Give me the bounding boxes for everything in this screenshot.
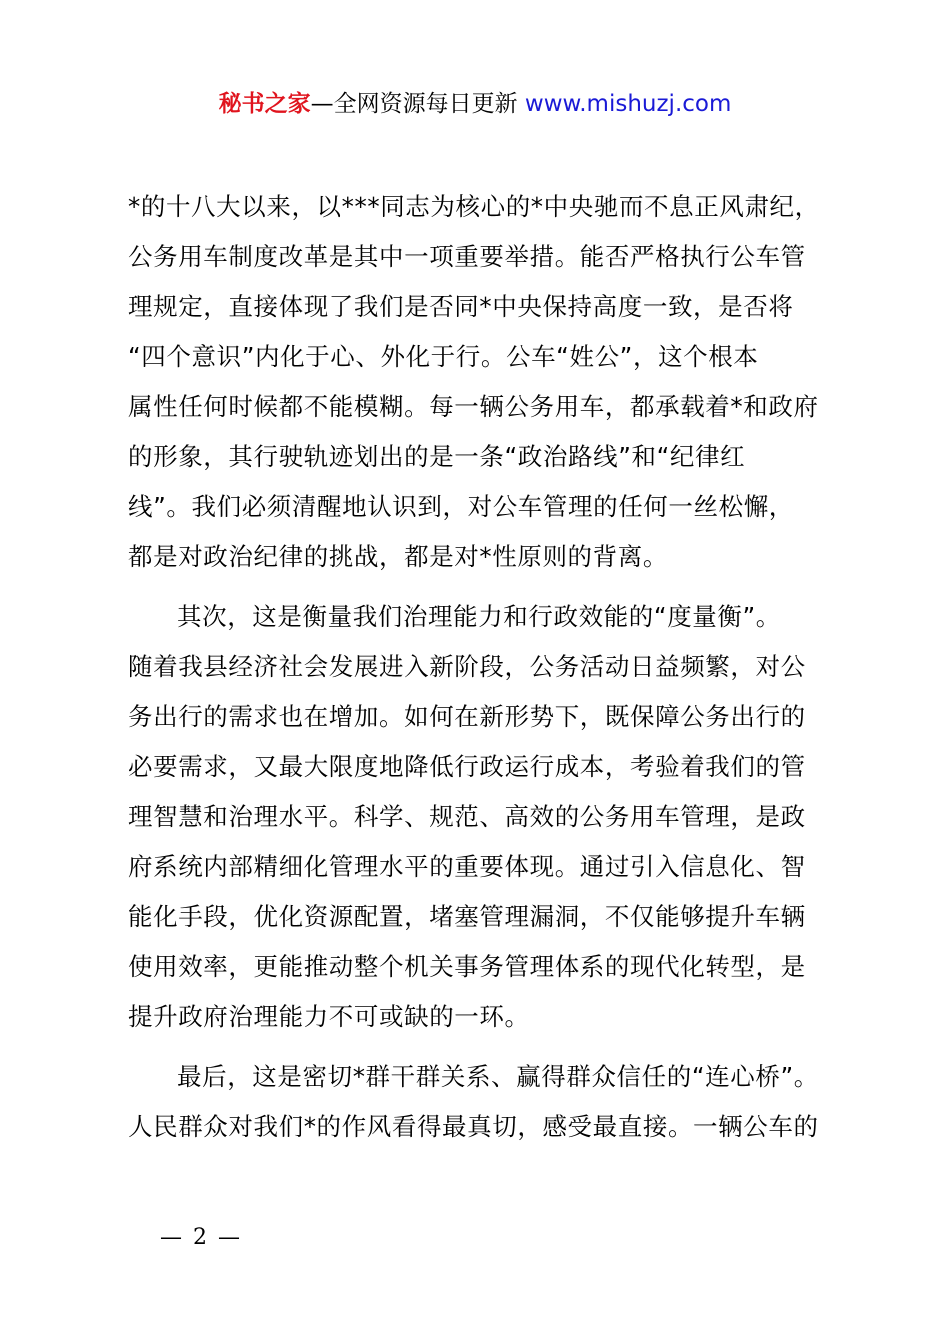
text-line: 都是对政治纪律的挑战，都是对*性原则的背离。 <box>128 542 668 571</box>
page-header <box>0 86 950 122</box>
paragraph-2 <box>128 592 840 1042</box>
text-line: 的形象，其行驶轨迹划出的是一条“政治路线”和“纪律红 <box>128 442 746 471</box>
text-line: 随着我县经济社会发展进入新阶段，公务活动日益频繁，对公 <box>128 652 806 681</box>
text-line: 能化手段，优化资源配置，堵塞管理漏洞，不仅能够提升车辆 <box>128 902 806 931</box>
page-number: — 2 — <box>160 1225 242 1250</box>
text-line: 人民群众对我们*的作风看得最真切，感受最直接。一辆公车的 <box>128 1112 819 1141</box>
text-line: 线”。我们必须清醒地认识到，对公车管理的任何一丝松懈， <box>128 492 794 521</box>
text-line: 府系统内部精细化管理水平的重要体现。通过引入信息化、智 <box>128 852 806 881</box>
brand-name: 秘书之家 <box>218 91 311 117</box>
text-line: 必要需求，又最大限度地降低行政运行成本，考验着我们的管 <box>128 752 806 781</box>
paragraph-1 <box>128 182 840 582</box>
text-line: 提升政府治理能力不可或缺的一环。 <box>128 1002 530 1031</box>
document-body <box>128 182 840 1162</box>
text-line: 务出行的需求也在增加。如何在新形势下，既保障公务出行的 <box>128 702 806 731</box>
paragraph-3 <box>128 1052 840 1152</box>
text-line: 理智慧和治理水平。科学、规范、高效的公务用车管理，是政 <box>128 802 806 831</box>
text-line: 最后，这是密切*群干群关系、赢得群众信任的“连心桥”。 <box>177 1062 819 1091</box>
text-line: 属性任何时候都不能模糊。每一辆公务用车，都承载着*和政府 <box>128 392 819 421</box>
text-line: 使用效率，更能推动整个机关事务管理体系的现代化转型，是 <box>128 952 806 981</box>
website-url[interactable]: www.mishuzj.com <box>524 91 732 117</box>
text-line: *的十八大以来，以***同志为核心的*中央驰而不息正风肃纪， <box>128 192 820 221</box>
text-line: 其次，这是衡量我们治理能力和行政效能的“度量衡”。 <box>177 602 781 631</box>
header-tagline: —全网资源每日更新 <box>310 91 525 117</box>
text-line: “四个意识”内化于心、外化于行。公车“姓公”，这个根本 <box>128 342 759 371</box>
text-line: 理规定，直接体现了我们是否同*中央保持高度一致，是否将 <box>128 292 794 321</box>
text-line: 公务用车制度改革是其中一项重要举措。能否严格执行公车管 <box>128 242 806 271</box>
